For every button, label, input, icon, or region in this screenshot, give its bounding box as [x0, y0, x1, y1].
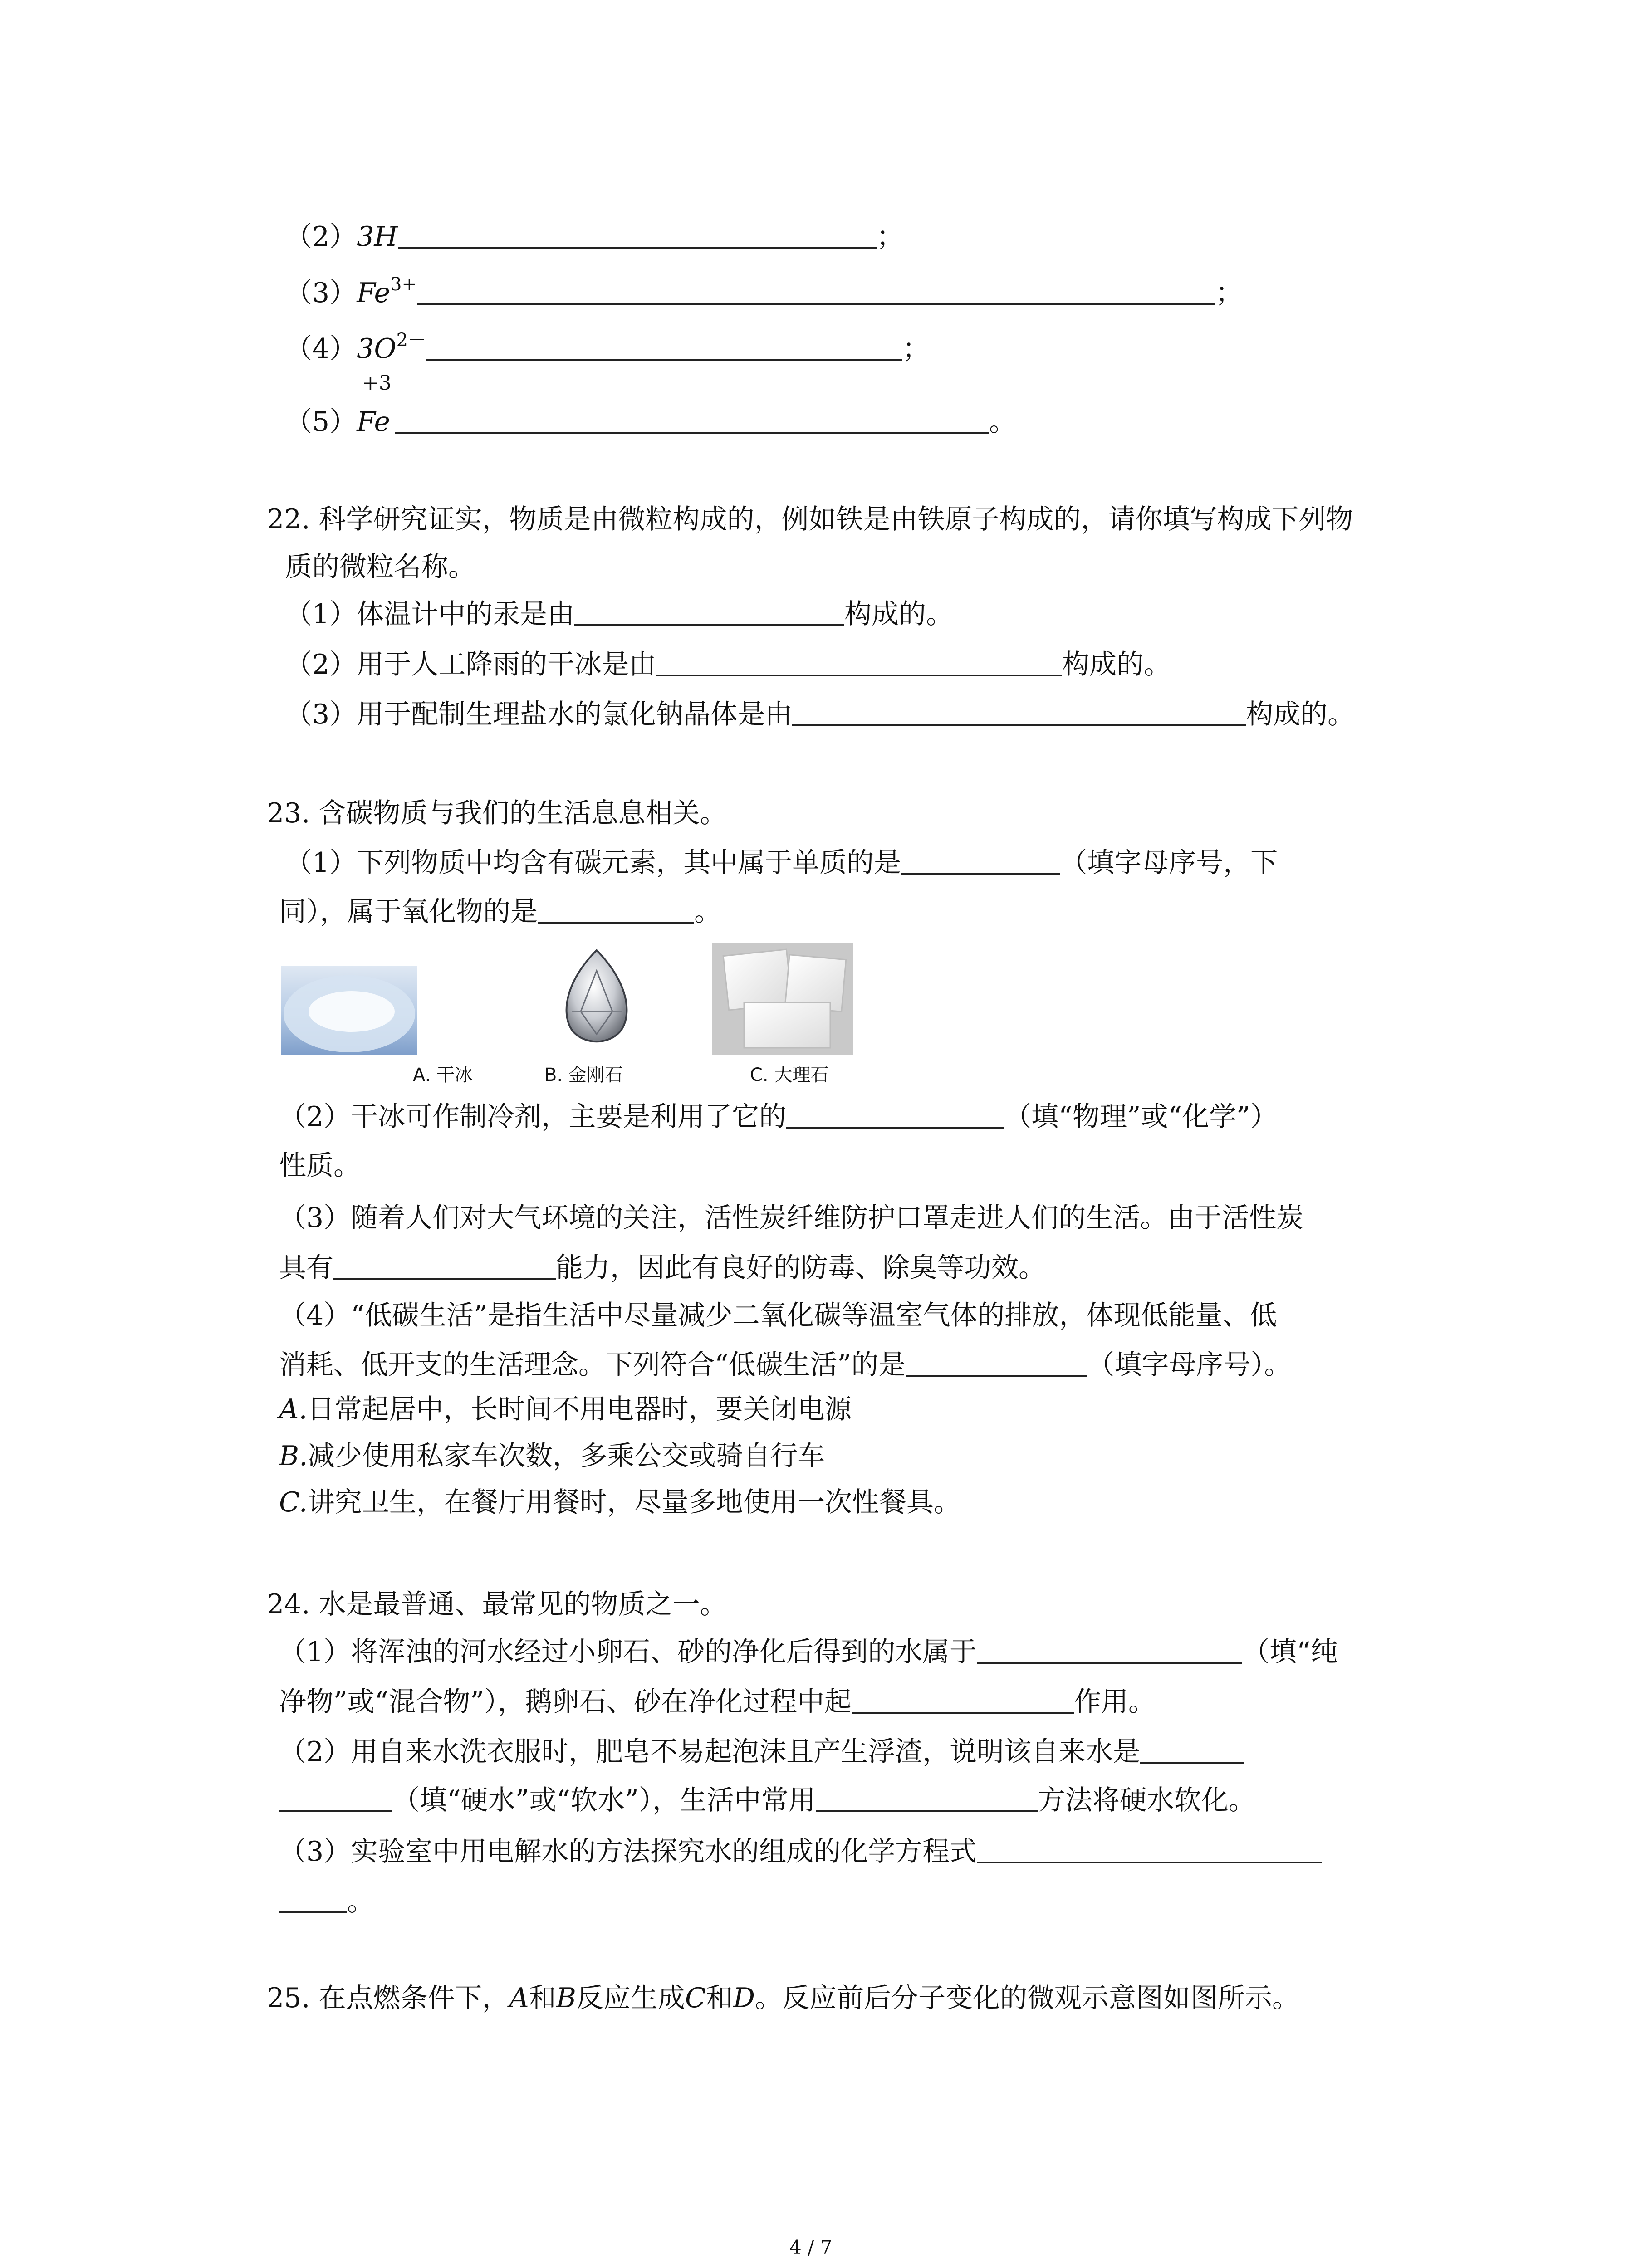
prompt-text: （填“纯 [1242, 1636, 1338, 1668]
q23-part4: （4）“低碳生活”是指生活中尽量减少二氧化碳等温室气体的排放，体现低能量、低 [279, 1300, 1277, 1331]
prompt-text: 反应生成 [576, 1982, 685, 2014]
page-number: 4 / 7 [789, 2236, 833, 2258]
prompt-text: （2）用于人工降雨的干冰是由 [285, 649, 656, 680]
q24-part3 [279, 1833, 1322, 1870]
item-number: （3） [285, 277, 357, 309]
answer-blank[interactable] [977, 1833, 1322, 1863]
q21-item-2 [285, 218, 904, 255]
prompt-text: （填字母序号）。 [1087, 1349, 1292, 1381]
prompt-text: （1）体温计中的汞是由 [285, 598, 575, 630]
symbol-b: B [556, 1982, 576, 2014]
prompt-text: 和 [529, 1982, 556, 2014]
prompt-text: （1）下列物质中均含有碳元素，其中属于单质的是 [285, 847, 901, 879]
q23-part4-cont [279, 1346, 1291, 1383]
punctuation: ； [902, 333, 930, 365]
punctuation: 。 [989, 406, 1017, 438]
answer-blank[interactable] [574, 595, 844, 626]
q23-option-b [279, 1438, 825, 1474]
punctuation: ； [1215, 277, 1243, 309]
image-caption-a: A. 干冰 [413, 1065, 473, 1085]
option-text: 日常起居中，长时间不用电器时，要关闭电源 [307, 1393, 852, 1425]
q24-part2-cont [279, 1781, 1256, 1818]
answer-blank[interactable] [906, 1346, 1087, 1377]
q22-item-3 [285, 695, 1355, 733]
valence-mark: +3 [362, 371, 392, 395]
image-caption-c: C. 大理石 [750, 1065, 829, 1085]
prompt-text: 消耗、低开支的生活理念。下列符合“低碳生活”的是 [279, 1349, 906, 1381]
q25-stem [267, 1980, 1299, 2016]
q21-item-3 [285, 274, 1243, 311]
prompt-text: （填“硬水”或“软水”），生活中常用 [392, 1784, 816, 1816]
answer-blank[interactable] [656, 645, 1062, 676]
item-number: （4） [285, 333, 357, 365]
q24-part1-cont [279, 1683, 1156, 1720]
prompt-text: 能力，因此有良好的防毒、除臭等功效。 [556, 1252, 1046, 1284]
answer-blank[interactable] [786, 1098, 1004, 1129]
q24-part1 [279, 1633, 1338, 1670]
prompt-text: 同），属于氧化物的是 [279, 896, 538, 928]
answer-blank[interactable] [395, 403, 989, 434]
prompt-text: （3）实验室中用电解水的方法探究水的组成的化学方程式 [279, 1836, 977, 1867]
prompt-text: 作用。 [1074, 1686, 1156, 1718]
chem-symbol: Fe [357, 277, 391, 309]
q23-part3-cont [279, 1249, 1046, 1286]
answer-blank[interactable] [426, 330, 902, 361]
option-letter: B. [279, 1440, 308, 1472]
answer-blank[interactable] [279, 1882, 347, 1913]
prompt-text: 。 [694, 896, 721, 928]
prompt-text: 。 [347, 1886, 374, 1917]
ion-charge: 3+ [390, 274, 417, 295]
q22-item-1 [285, 595, 953, 632]
chem-symbol: Fe [357, 406, 391, 438]
prompt-text: 构成的。 [1246, 699, 1355, 730]
dry-ice-image [281, 966, 417, 1055]
image-caption-b: B. 金刚石 [544, 1065, 623, 1085]
answer-blank[interactable] [852, 1683, 1074, 1714]
chem-symbol: 3O [357, 333, 397, 365]
q23-option-c [279, 1484, 961, 1520]
answer-blank[interactable] [977, 1633, 1242, 1664]
answer-blank[interactable] [901, 844, 1060, 875]
prompt-text: 构成的。 [1062, 649, 1171, 680]
answer-blank[interactable] [792, 695, 1246, 726]
symbol-a: A [509, 1982, 529, 2014]
punctuation: ； [876, 221, 904, 253]
prompt-text: 。反应前后分子变化的微观示意图如图所示。 [754, 1982, 1299, 2014]
diamond-image [567, 950, 627, 1041]
q22-item-2 [285, 645, 1171, 683]
prompt-text: 25. 在点燃条件下， [267, 1982, 509, 2014]
symbol-d: D [733, 1982, 755, 2014]
q23-option-a [279, 1391, 852, 1427]
option-letter: A. [279, 1393, 308, 1425]
q24-stem: 24. 水是最普通、最常见的物质之一。 [267, 1589, 727, 1620]
prompt-text: （填字母序号，下 [1060, 847, 1278, 879]
prompt-text: （1）将浑浊的河水经过小卵石、砂的净化后得到的水属于 [279, 1636, 977, 1668]
answer-blank[interactable] [1140, 1733, 1244, 1764]
item-number: （2） [285, 221, 357, 253]
q22-stem: 22. 科学研究证实，物质是由微粒构成的，例如铁是由铁原子构成的，请你填写构成下列物 [267, 503, 1353, 535]
ion-charge: 2－ [396, 330, 426, 351]
q23-part3: （3）随着人们对大气环境的关注，活性炭纤维防护口罩走进人们的生活。由于活性炭 [279, 1202, 1304, 1234]
prompt-text: 和 [705, 1982, 733, 2014]
answer-blank[interactable] [398, 218, 877, 249]
option-letter: C. [279, 1486, 308, 1518]
prompt-text: 净物”或“混合物”），鹅卵石、砂在净化过程中起 [279, 1686, 852, 1718]
prompt-text: 方法将硬水软化。 [1038, 1784, 1256, 1816]
answer-blank[interactable] [538, 893, 694, 924]
option-text: 讲究卫生，在餐厅用餐时，尽量多地使用一次性餐具。 [307, 1486, 961, 1518]
marble-image [712, 943, 853, 1055]
prompt-text: （2）用自来水洗衣服时，肥皂不易起泡沫且产生浮渣，说明该自来水是 [279, 1736, 1141, 1768]
symbol-c: C [685, 1982, 706, 2014]
item-number: （5） [285, 406, 357, 438]
chem-symbol: 3H [357, 221, 398, 253]
q24-part2 [279, 1733, 1244, 1770]
q21-item-4 [285, 330, 930, 367]
answer-blank[interactable] [417, 274, 1215, 305]
prompt-text: （填“物理”或“化学”） [1004, 1101, 1278, 1133]
option-text: 减少使用私家车次数，多乘公交或骑自行车 [308, 1440, 825, 1472]
prompt-text: 具有 [279, 1252, 333, 1284]
q24-part3-cont [279, 1882, 374, 1920]
q23-part2-cont: 性质。 [279, 1150, 361, 1182]
q23-part2 [279, 1098, 1278, 1135]
prompt-text: 构成的。 [844, 598, 954, 630]
prompt-text: （2）干冰可作制冷剂，主要是利用了它的 [279, 1101, 787, 1133]
q23-part1 [285, 844, 1278, 881]
answer-blank[interactable] [279, 1781, 392, 1812]
q22-stem-cont: 质的微粒名称。 [285, 551, 475, 583]
q21-item-5 [285, 403, 1016, 440]
answer-blank[interactable] [816, 1781, 1038, 1812]
q23-stem: 23. 含碳物质与我们的生活息息相关。 [267, 797, 727, 829]
prompt-text: （3）用于配制生理盐水的氯化钠晶体是由 [285, 699, 793, 730]
answer-blank[interactable] [333, 1249, 556, 1280]
q23-part1-cont [279, 893, 721, 930]
